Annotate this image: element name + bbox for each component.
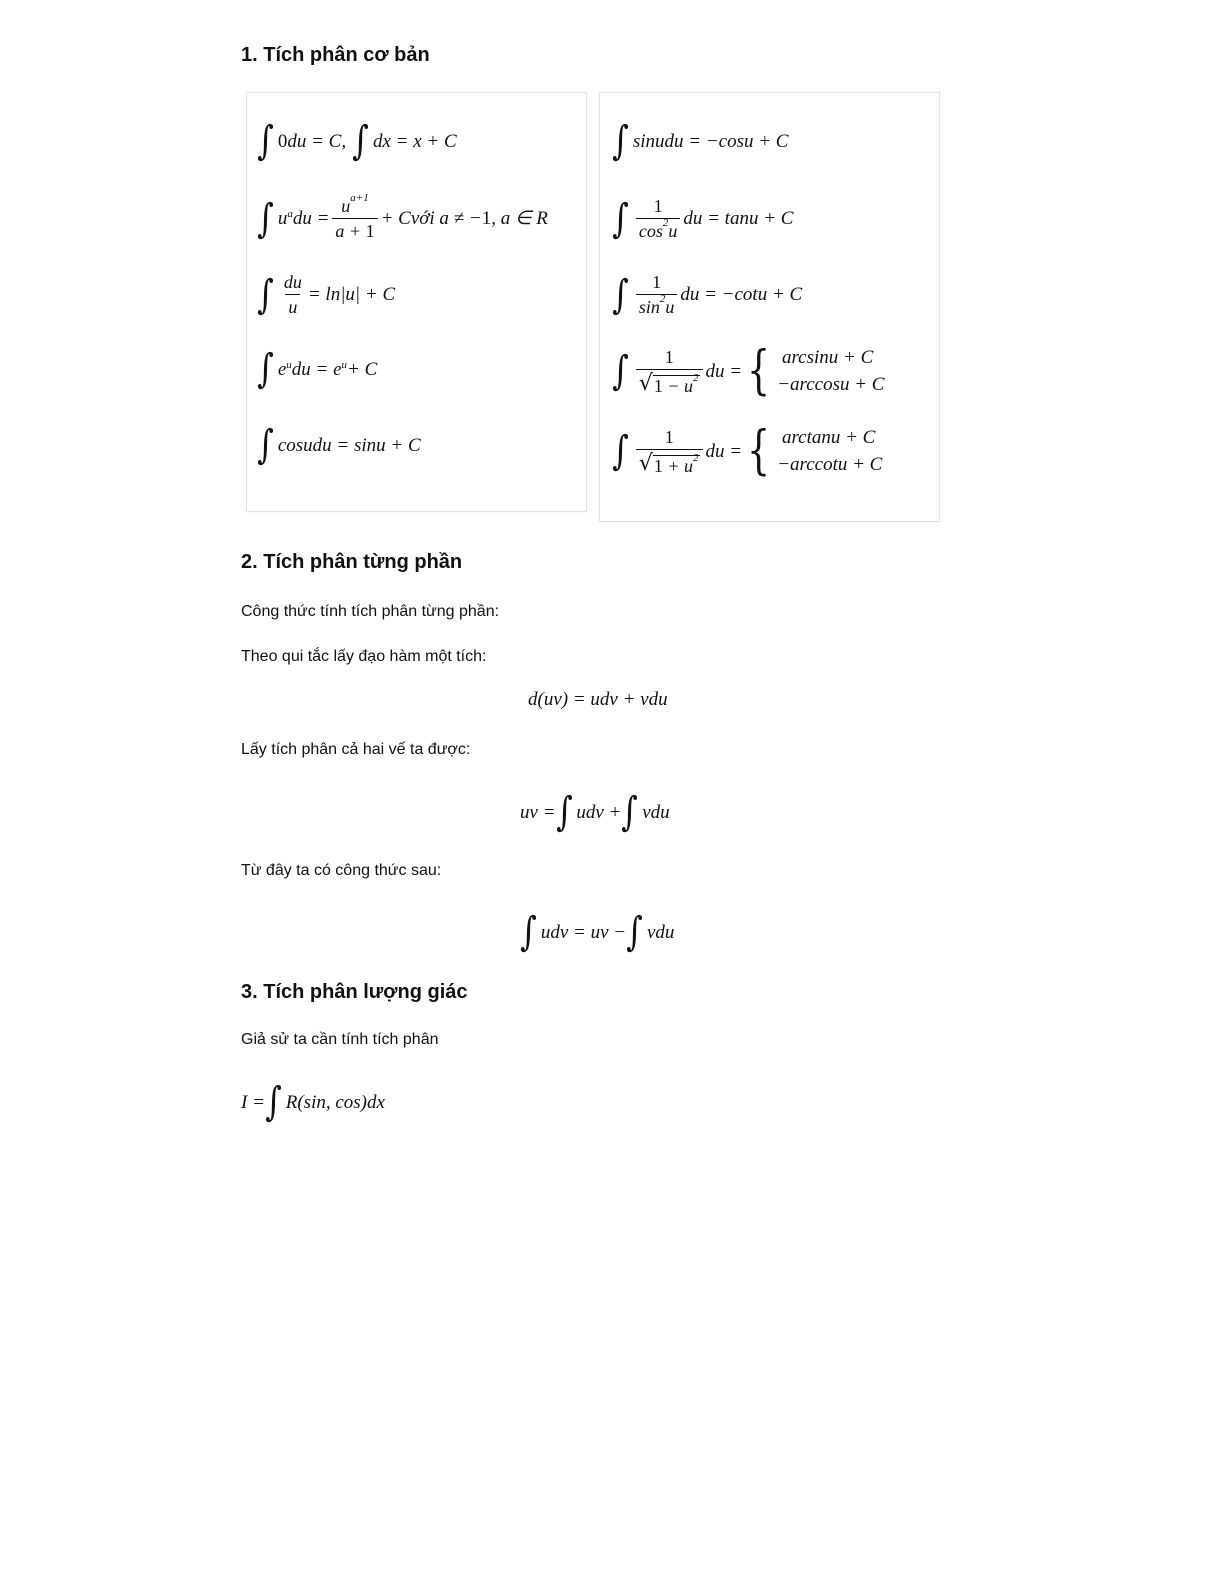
basic-integrals-right-box (599, 92, 940, 522)
paragraph-trig-intro: Giả sử ta cần tính tích phân (241, 1031, 439, 1048)
formula-integral-reciprocal: ∫ $\frac{du}{u}$ = ln|u| + C (257, 271, 396, 318)
section-heading-parts: 2. Tích phân từng phần (241, 551, 463, 573)
formula-product-derivative: d(uv) = udv + vdu (528, 689, 668, 710)
formula-integral-sec-squared: ∫ $\frac{1}{\cos^2u}$ du = tanu + C (612, 195, 794, 242)
formula-integral-arctan: ∫ 1 √ $1 + u^2$ du = { arctanu + C −arccotu + C (612, 421, 883, 481)
formula-integral-csc-squared: ∫ $\frac{1}{\sin^2u}$ du = −cotu + C (612, 271, 803, 318)
formula-integration-by-parts: ∫ udv = uv − ∫ vdu (520, 909, 675, 955)
formula-integral-cos: ∫ cosudu = sinu + C (257, 422, 421, 468)
section-heading-trig: 3. Tích phân lượng giác (241, 981, 468, 1003)
formula-trig-integral: I = ∫ R(sin, cos)dx (241, 1079, 385, 1125)
formula-integral-arcsin: ∫ 1 √ $1 - u^2$ du = { arcsinu + C −arccosu + C (612, 341, 885, 401)
formula-integral-zero: ∫ 0 du = C, ∫ dx = x + C (257, 118, 457, 164)
paragraph-resulting-formula: Từ đây ta có công thức sau: (241, 862, 442, 879)
formula-integral-exponential: ∫ e $^u$ du = e $^u$ + C (257, 346, 378, 392)
formula-uv-sum: uv = ∫ udv + ∫ vdu (520, 789, 670, 835)
section-heading-basic: 1. Tích phân cơ bản (241, 44, 430, 66)
formula-integral-sin: ∫ sinudu = −cosu + C (612, 118, 789, 164)
paragraph-product-rule: Theo qui tắc lấy đạo hàm một tích: (241, 648, 487, 665)
paragraph-parts-formula-intro: Công thức tính tích phân từng phần: (241, 603, 500, 620)
formula-integral-power: ∫ u $^a$ du = $\frac{u^{a+1}}{a + 1}$ + Cvới a ≠ − 1 , a ∈ R (257, 192, 548, 242)
paragraph-integrate-both-sides: Lấy tích phân cả hai vế ta được: (241, 741, 471, 758)
basic-integrals-left-box (246, 92, 587, 512)
